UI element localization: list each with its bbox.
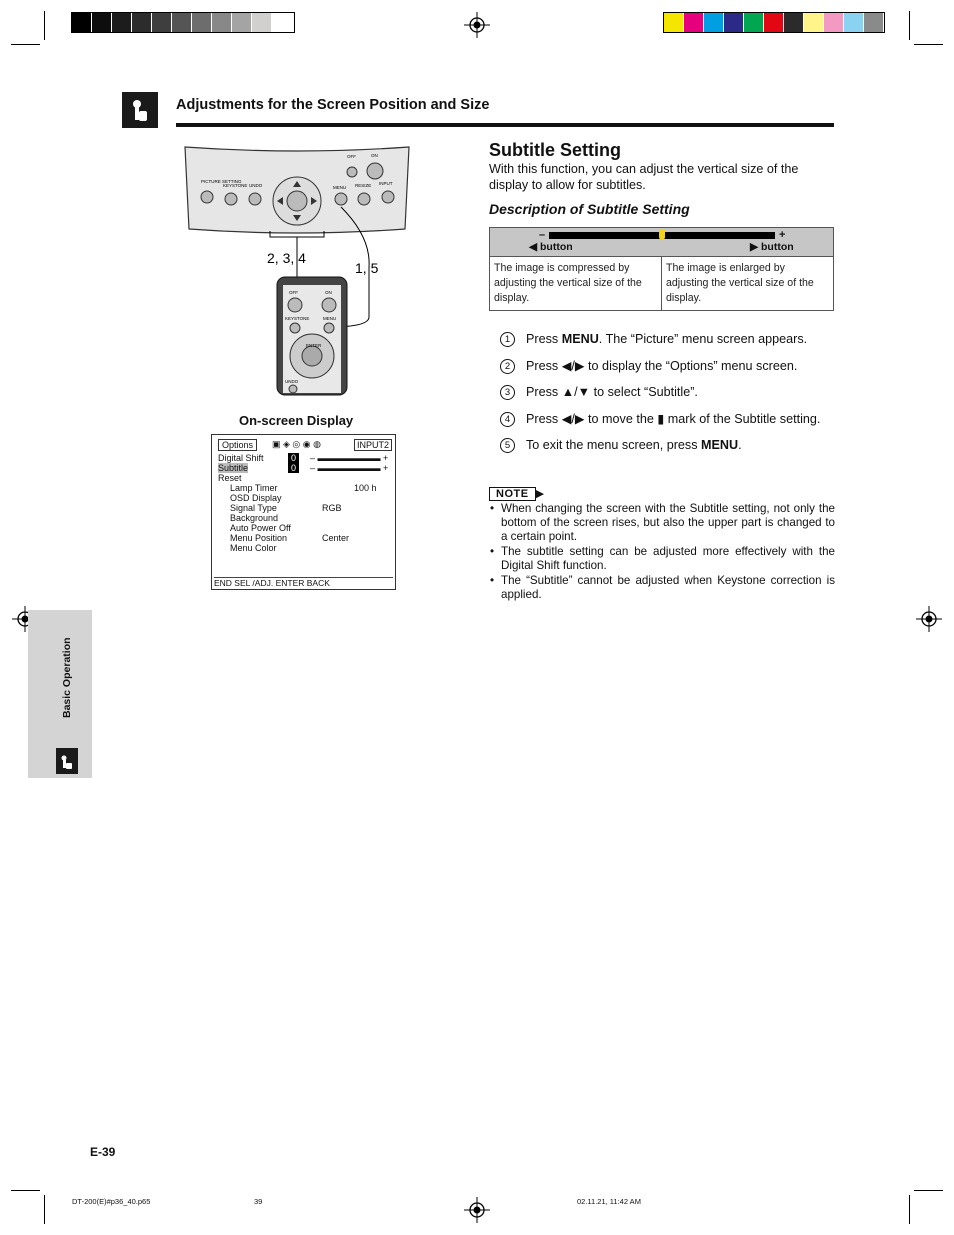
note-item: • The subtitle setting can be adjusted more effectively with the Digital Shift function. <box>490 545 835 572</box>
panel-label: UNDO <box>249 183 263 188</box>
plus-sign: + <box>779 229 786 241</box>
registration-mark-icon <box>464 12 490 38</box>
step-text: Press ◀/▶ to move the ▮ mark of the Subtitle setting. <box>526 411 821 426</box>
osd-row-name: Subtitle <box>218 463 249 473</box>
minus-sign: – <box>539 229 546 241</box>
crop-mark <box>914 1190 943 1191</box>
remote-label: OFF <box>289 290 298 295</box>
page-number: E-39 <box>90 1145 116 1159</box>
step-item <box>500 438 834 454</box>
step-bold: MENU <box>701 438 739 452</box>
crop-mark <box>11 44 40 45</box>
step-item <box>500 412 834 428</box>
crop-mark <box>909 1195 910 1224</box>
note-list <box>489 502 835 603</box>
note-item: • When changing the screen with the Subtitle setting, not only the bottom of the screen rises, but also the upper part is changed to a certain point. <box>490 502 835 543</box>
callout-steps-1-5: 1, 5 <box>355 260 379 276</box>
callout-steps-2-3-4: 2, 3, 4 <box>267 250 306 266</box>
osd-row-value: 0 <box>288 453 299 463</box>
remote-label: ON <box>325 290 332 295</box>
panel-label: INPUT <box>379 181 393 186</box>
step-item <box>500 385 834 401</box>
step-number: 4 <box>500 412 515 427</box>
registration-mark-icon <box>464 1197 490 1223</box>
osd-row-name: OSD Display <box>230 493 282 503</box>
step-number: 2 <box>500 359 515 374</box>
panel-label: OFF <box>347 154 356 159</box>
osd-slider: – ▬▬▬▬▬▬▬ + <box>310 453 389 463</box>
crop-mark <box>44 11 45 40</box>
right-button-label: ▶ button <box>750 241 794 253</box>
note-label: NOTE <box>489 487 536 501</box>
step-number: 5 <box>500 438 515 453</box>
osd-row-name: Lamp Timer <box>230 483 278 493</box>
osd-row-name: Menu Position <box>230 533 288 543</box>
osd-footer: END SEL /ADJ. ENTER BACK <box>214 577 393 589</box>
osd-row-value: 100 h <box>354 483 377 493</box>
panel-label: MENU <box>333 185 347 190</box>
osd-row-name: Background <box>230 513 279 523</box>
step-item <box>500 332 834 348</box>
hand-pointer-icon <box>56 748 78 774</box>
osd-row-value: RGB <box>322 503 342 513</box>
osd-label: On-screen Display <box>239 413 354 428</box>
panel-label: KEYSTONE <box>223 183 248 188</box>
description-title: Description of Subtitle Setting <box>489 201 690 217</box>
step-text: To exit the menu screen, press <box>526 438 701 452</box>
osd-row-name: Reset <box>218 473 242 483</box>
projector-remote-diagram <box>183 145 411 397</box>
remote-label: KEYSTONE <box>285 316 310 321</box>
osd-row-name: Signal Type <box>230 503 277 513</box>
scale-marker <box>659 230 665 240</box>
step-text: . The “Picture” menu screen appears. <box>598 332 808 346</box>
remote-label: UNDO <box>285 379 299 384</box>
adjust-scale <box>490 228 834 257</box>
osd-menu-icons: ▣ ◈ ◎ ◉ ◍ <box>272 439 321 449</box>
on-screen-display <box>211 434 396 590</box>
step-text: Press ◀/▶ to display the “Options” menu screen. <box>526 358 798 373</box>
sidebar-label: Basic Operation <box>61 637 73 718</box>
osd-row-value: 0 <box>288 463 299 473</box>
left-button-label: ◀ button <box>529 241 573 253</box>
crop-mark <box>11 1190 40 1191</box>
color-bar <box>663 12 885 33</box>
print-date: 02.11.21, 11:42 AM <box>577 1197 641 1206</box>
hand-pointer-icon <box>122 92 158 128</box>
step-list <box>500 332 834 465</box>
page-header-title: Adjustments for the Screen Position and Size <box>176 97 490 113</box>
step-number: 3 <box>500 385 515 400</box>
osd-row-value: Center <box>322 533 350 543</box>
grayscale-bar <box>71 12 295 33</box>
sheet-number: 39 <box>254 1197 263 1206</box>
enlarge-description: The image is enlarged by adjusting the vertical size of the display. <box>662 257 834 311</box>
section-title: Subtitle Setting <box>489 140 621 160</box>
section-intro: With this function, you can adjust the vertical size of the display to allow for subtitles. <box>489 162 799 192</box>
osd-tab: Options <box>218 439 257 451</box>
step-text: Press ▲/▼ to select “Subtitle”. <box>526 385 698 399</box>
note-badge <box>489 484 544 502</box>
step-text: Press <box>526 332 562 346</box>
registration-mark-icon <box>916 606 942 632</box>
header-rule <box>176 123 834 127</box>
crop-mark <box>44 1195 45 1224</box>
step-item <box>500 359 834 375</box>
panel-label: ON <box>371 153 378 158</box>
step-number: 1 <box>500 332 515 347</box>
description-table <box>489 227 834 311</box>
remote-label: ENTER <box>306 343 322 348</box>
osd-slider: – ▬▬▬▬▬▬▬ + <box>310 463 389 473</box>
note-arrow-icon: ▶ <box>535 488 545 500</box>
step-bold: MENU <box>561 332 599 346</box>
osd-row-name: Digital Shift <box>218 453 264 463</box>
compress-description: The image is compressed by adjusting the vertical size of the display. <box>490 257 662 311</box>
crop-mark <box>914 44 943 45</box>
crop-mark <box>909 11 910 40</box>
osd-row-name: Menu Color <box>230 543 277 553</box>
step-text: . <box>738 438 742 452</box>
file-name: DT-200(E)#p36_40.p65 <box>72 1197 151 1206</box>
panel-label: RESIZE <box>355 183 372 188</box>
osd-row-name: Auto Power Off <box>230 523 291 533</box>
osd-input: INPUT2 <box>354 439 392 451</box>
note-item: • The “Subtitle” cannot be adjusted when Keystone correction is applied. <box>490 574 835 601</box>
remote-label: MENU <box>323 316 337 321</box>
panel-label: PICTURE SETTING <box>201 179 242 184</box>
